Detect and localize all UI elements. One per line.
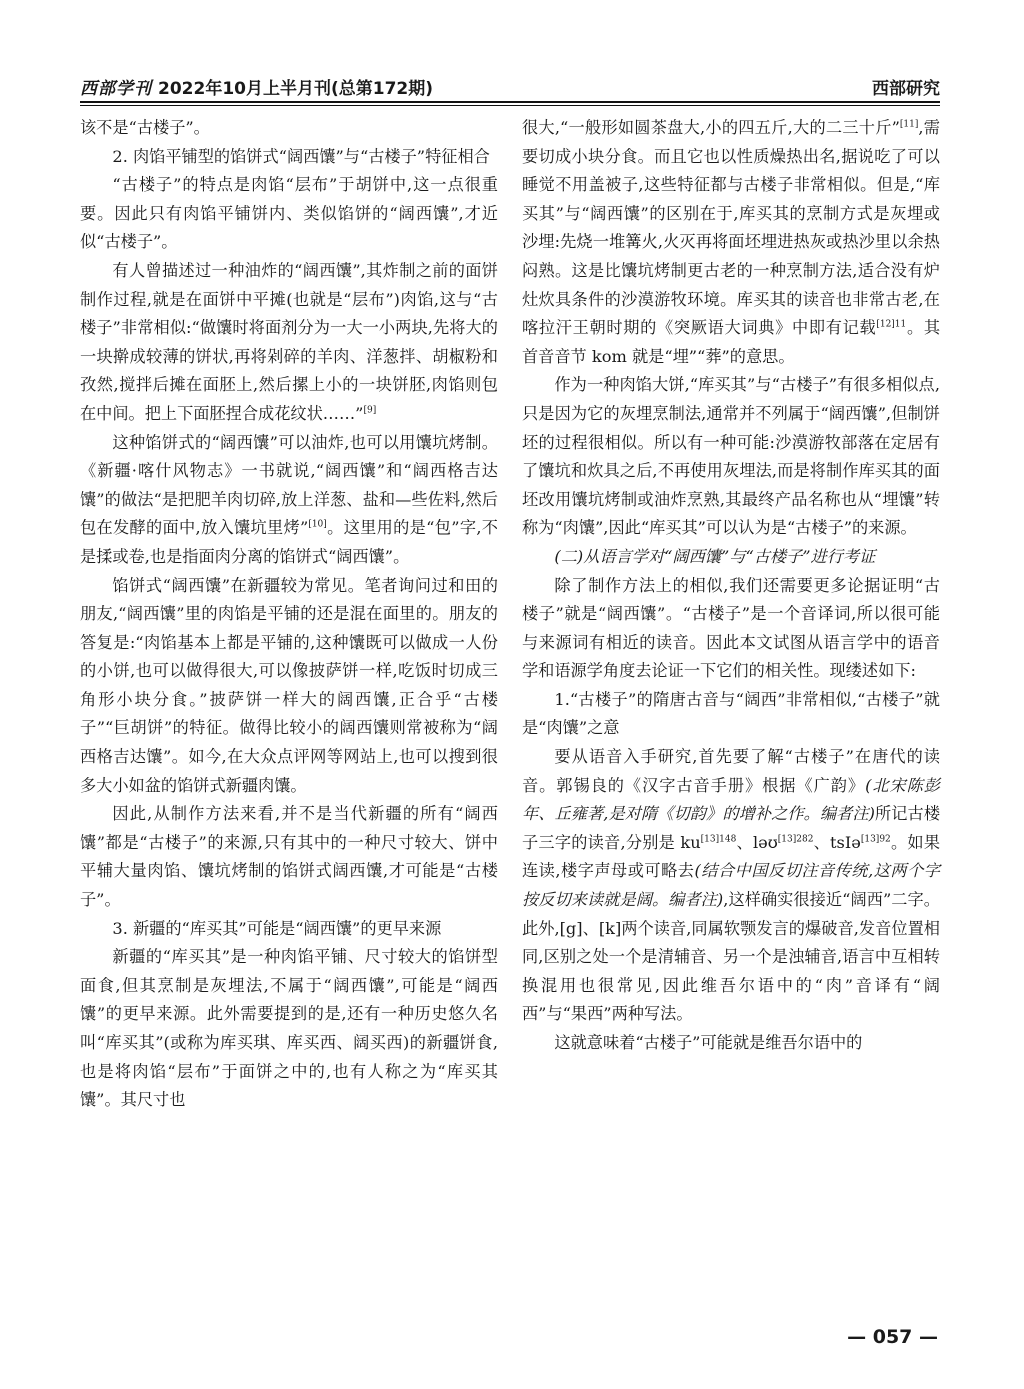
subheading: 3. 新疆的“库买其”可能是“阔西馕”的更早来源 xyxy=(112,918,442,938)
paragraph-text: ,这样确实很接近“阔西”二字。此外,[g]、[k]两个读音,同属软颚发言的爆破音,发音位置相同,区别之处一个是清辅音、另一个是浊辅音,语言中互相转换混用也很常见,因此维吾尔语中的“肉”音译有“阔西”与“果西”两种写法。 xyxy=(522,890,940,1024)
left-column xyxy=(80,114,498,1115)
page-number: — 057 — xyxy=(847,1326,938,1348)
right-column xyxy=(522,114,940,1058)
paragraph xyxy=(80,429,498,572)
section-name: 西部研究 xyxy=(872,79,940,99)
paragraph-text: 这种馅饼式的“阔西馕”可以油炸,也可以用馕坑烤制。《新疆·喀什风物志》一书就说,“阔西馕”和“阔西格吉达馕”的做法“是把肥羊肉切碎,放上洋葱、盐和—些佐料,然后包在发酵的面中,放入馕坑里烤” xyxy=(80,432,498,538)
paragraph: 新疆的“库买其”是一种肉馅平铺、尺寸较大的馅饼型面食,但其烹制是灰埋法,不属于“阔西馕”,可能是“阔西馕”的更早来源。此外需要提到的是,还有一种历史悠久名叫“库买其”(或称为库买琪、库买西、阔买西)的新疆饼食,也是将肉馅“层布”于面饼之中的,也有人称之为“库买其馕”。其尺寸也 xyxy=(80,947,498,1110)
paragraph: 这就意味着“古楼子”可能就是维吾尔语中的 xyxy=(554,1033,863,1052)
paragraph: 除了制作方法上的相似,我们还需要更多论据证明“古楼子”就是“阔西馕”。“古楼子”是一个音译词,所以很可能与来源词有相近的读音。因此本文试图从语言学中的语音学和语源学角度去论证一下它们的相关性。现缕述如下: xyxy=(522,575,940,681)
editor-note: (北宋陈彭年、丘雍著,是对隋《切韵》的增补之作。编者注) xyxy=(522,775,940,824)
paragraph-text: 有人曾描述过一种油炸的“阔西馕”,其炸制之前的面饼制作过程,就是在面饼中平摊(也就是“层布”)肉馅,这与“古楼子”非常相似:“做馕时将面剂分为一大一小两块,先将大的一块擀成较薄的饼状,再将剁碎的羊肉、洋葱拌、胡椒粉和孜然,搅拌后摊在面胚上,然后摞上小的一块饼胚,肉馅则包在中间。把上下面胚捏合成花纹状……” xyxy=(80,260,498,423)
editor-note: (结合中国反切注音传统,这两个字按反切来读就是阔。编者注) xyxy=(522,861,940,910)
subheading: 1.“古楼子”的隋唐古音与“阔西”非常相似,“古楼子”就是“肉馕”之意 xyxy=(522,689,940,738)
paragraph xyxy=(80,257,498,429)
paragraph-text: 所记古楼子三字的读音,分别是 ku xyxy=(522,804,941,852)
paragraph: 作为一种肉馅大饼,“库买其”与“古楼子”有很多相似点,只是因为它的灰埋烹制法,通常并不列属于“阔西馕”,但制饼坯的过程很相似。所以有一种可能:沙漠游牧部落在定居有了馕坑和炊具之后,不再使用灰埋法,而是将制作库买其的面坯改用馕坑烤制或油炸烹熟,其最终产品名称也从“埋馕”转称为“肉馕”,因此“库买其”可以认为是“古楼子”的来源。 xyxy=(522,375,940,538)
paragraph-text: 要从语音入手研究,首先要了解“古楼子”在唐代的读音。郭锡良的《汉字古音手册》根据《广韵》 xyxy=(522,747,940,795)
header-rule-thick xyxy=(80,101,940,103)
citation: [10] xyxy=(308,519,327,530)
header-rule-thin xyxy=(80,105,940,106)
citation: [9] xyxy=(363,405,377,416)
subheading: 2. 肉馅平铺型的馅饼式“阔西馕”与“古楼子”特征相合 xyxy=(112,146,490,166)
paragraph-text: 、ləʊ xyxy=(736,832,778,852)
paragraph xyxy=(522,114,940,371)
citation: [12]11 xyxy=(876,319,907,330)
citation: [13]92 xyxy=(860,834,891,845)
citation: [13]282 xyxy=(777,834,814,845)
paragraph-text: 。这里用的是“包”字,不是揉或卷,也是指面肉分离的馅饼式“阔西馕”。 xyxy=(80,518,498,566)
paragraph: “古楼子”的特点是肉馅“层布”于胡饼中,这一点很重要。因此只有肉馅平铺饼内、类似馅饼的“阔西馕”,才近似“古楼子”。 xyxy=(80,175,498,252)
paragraph xyxy=(522,743,940,1029)
journal-logo: 西部学刊 xyxy=(80,79,152,99)
paragraph-text: 。如果连读,楼字声母或可略去 xyxy=(522,832,941,881)
paragraph-text: 。其首音音节 kom 就是“埋”“葬”的意思。 xyxy=(522,318,941,366)
citation: [13]148 xyxy=(700,834,737,845)
paragraph: 因此,从制作方法来看,并不是当代新疆的所有“阔西馕”都是“古楼子”的来源,只有其中的一种尺寸较大、饼中平辅大量肉馅、馕坑烤制的馅饼式阔西馕,才可能是“古楼子”。 xyxy=(80,804,498,910)
running-header xyxy=(80,70,940,100)
issue-info: 2022年10月上半月刊(总第172期) xyxy=(158,79,433,99)
paragraph-text: ,需要切成小块分食。而且它也以性质燥热出名,据说吃了可以睡觉不用盖被子,这些特征都与古楼子非常相似。但是,“库买其”与“阔西馕”的区别在于,库买其的烹制方式是灰埋或沙埋:先烧一堆篝火,火灭再将面坯埋进热灰或热沙里以余热闷熟。这是比馕坑烤制更古老的一种烹制方法,适合没有炉灶炊具条件的沙漠游牧环境。库买其的读音也非常古老,在喀拉汗王朝时期的《突厥语大词典》中即有记载 xyxy=(522,118,940,338)
paragraph-text: 很大,“一般形如圆茶盘大,小的四五斤,大的二三十斤” xyxy=(522,118,900,137)
paragraph: 馅饼式“阔西馕”在新疆较为常见。笔者询问过和田的朋友,“阔西馕”里的肉馅是平铺的还是混在面里的。朋友的答复是:“肉馅基本上都是平铺的,这种馕既可以做成一人份的小饼,也可以做得很大,可以像披萨饼一样,吃饭时切成三角形小块分食。”披萨饼一样大的阔西馕,正合乎“古楼子”“巨胡饼”的特征。做得比较小的阔西馕则常被称为“阔西格吉达馕”。如今,在大众点评网等网站上,也可以搜到很多大小如盆的馅饼式新疆肉馕。 xyxy=(80,575,498,795)
paragraph: 该不是“古楼子”。 xyxy=(80,118,210,137)
paragraph-text: 、tsIə xyxy=(813,832,861,852)
citation: [11] xyxy=(899,119,919,130)
subheading: (二)从语言学对“阔西馕”与“古楼子”进行考证 xyxy=(554,546,876,566)
